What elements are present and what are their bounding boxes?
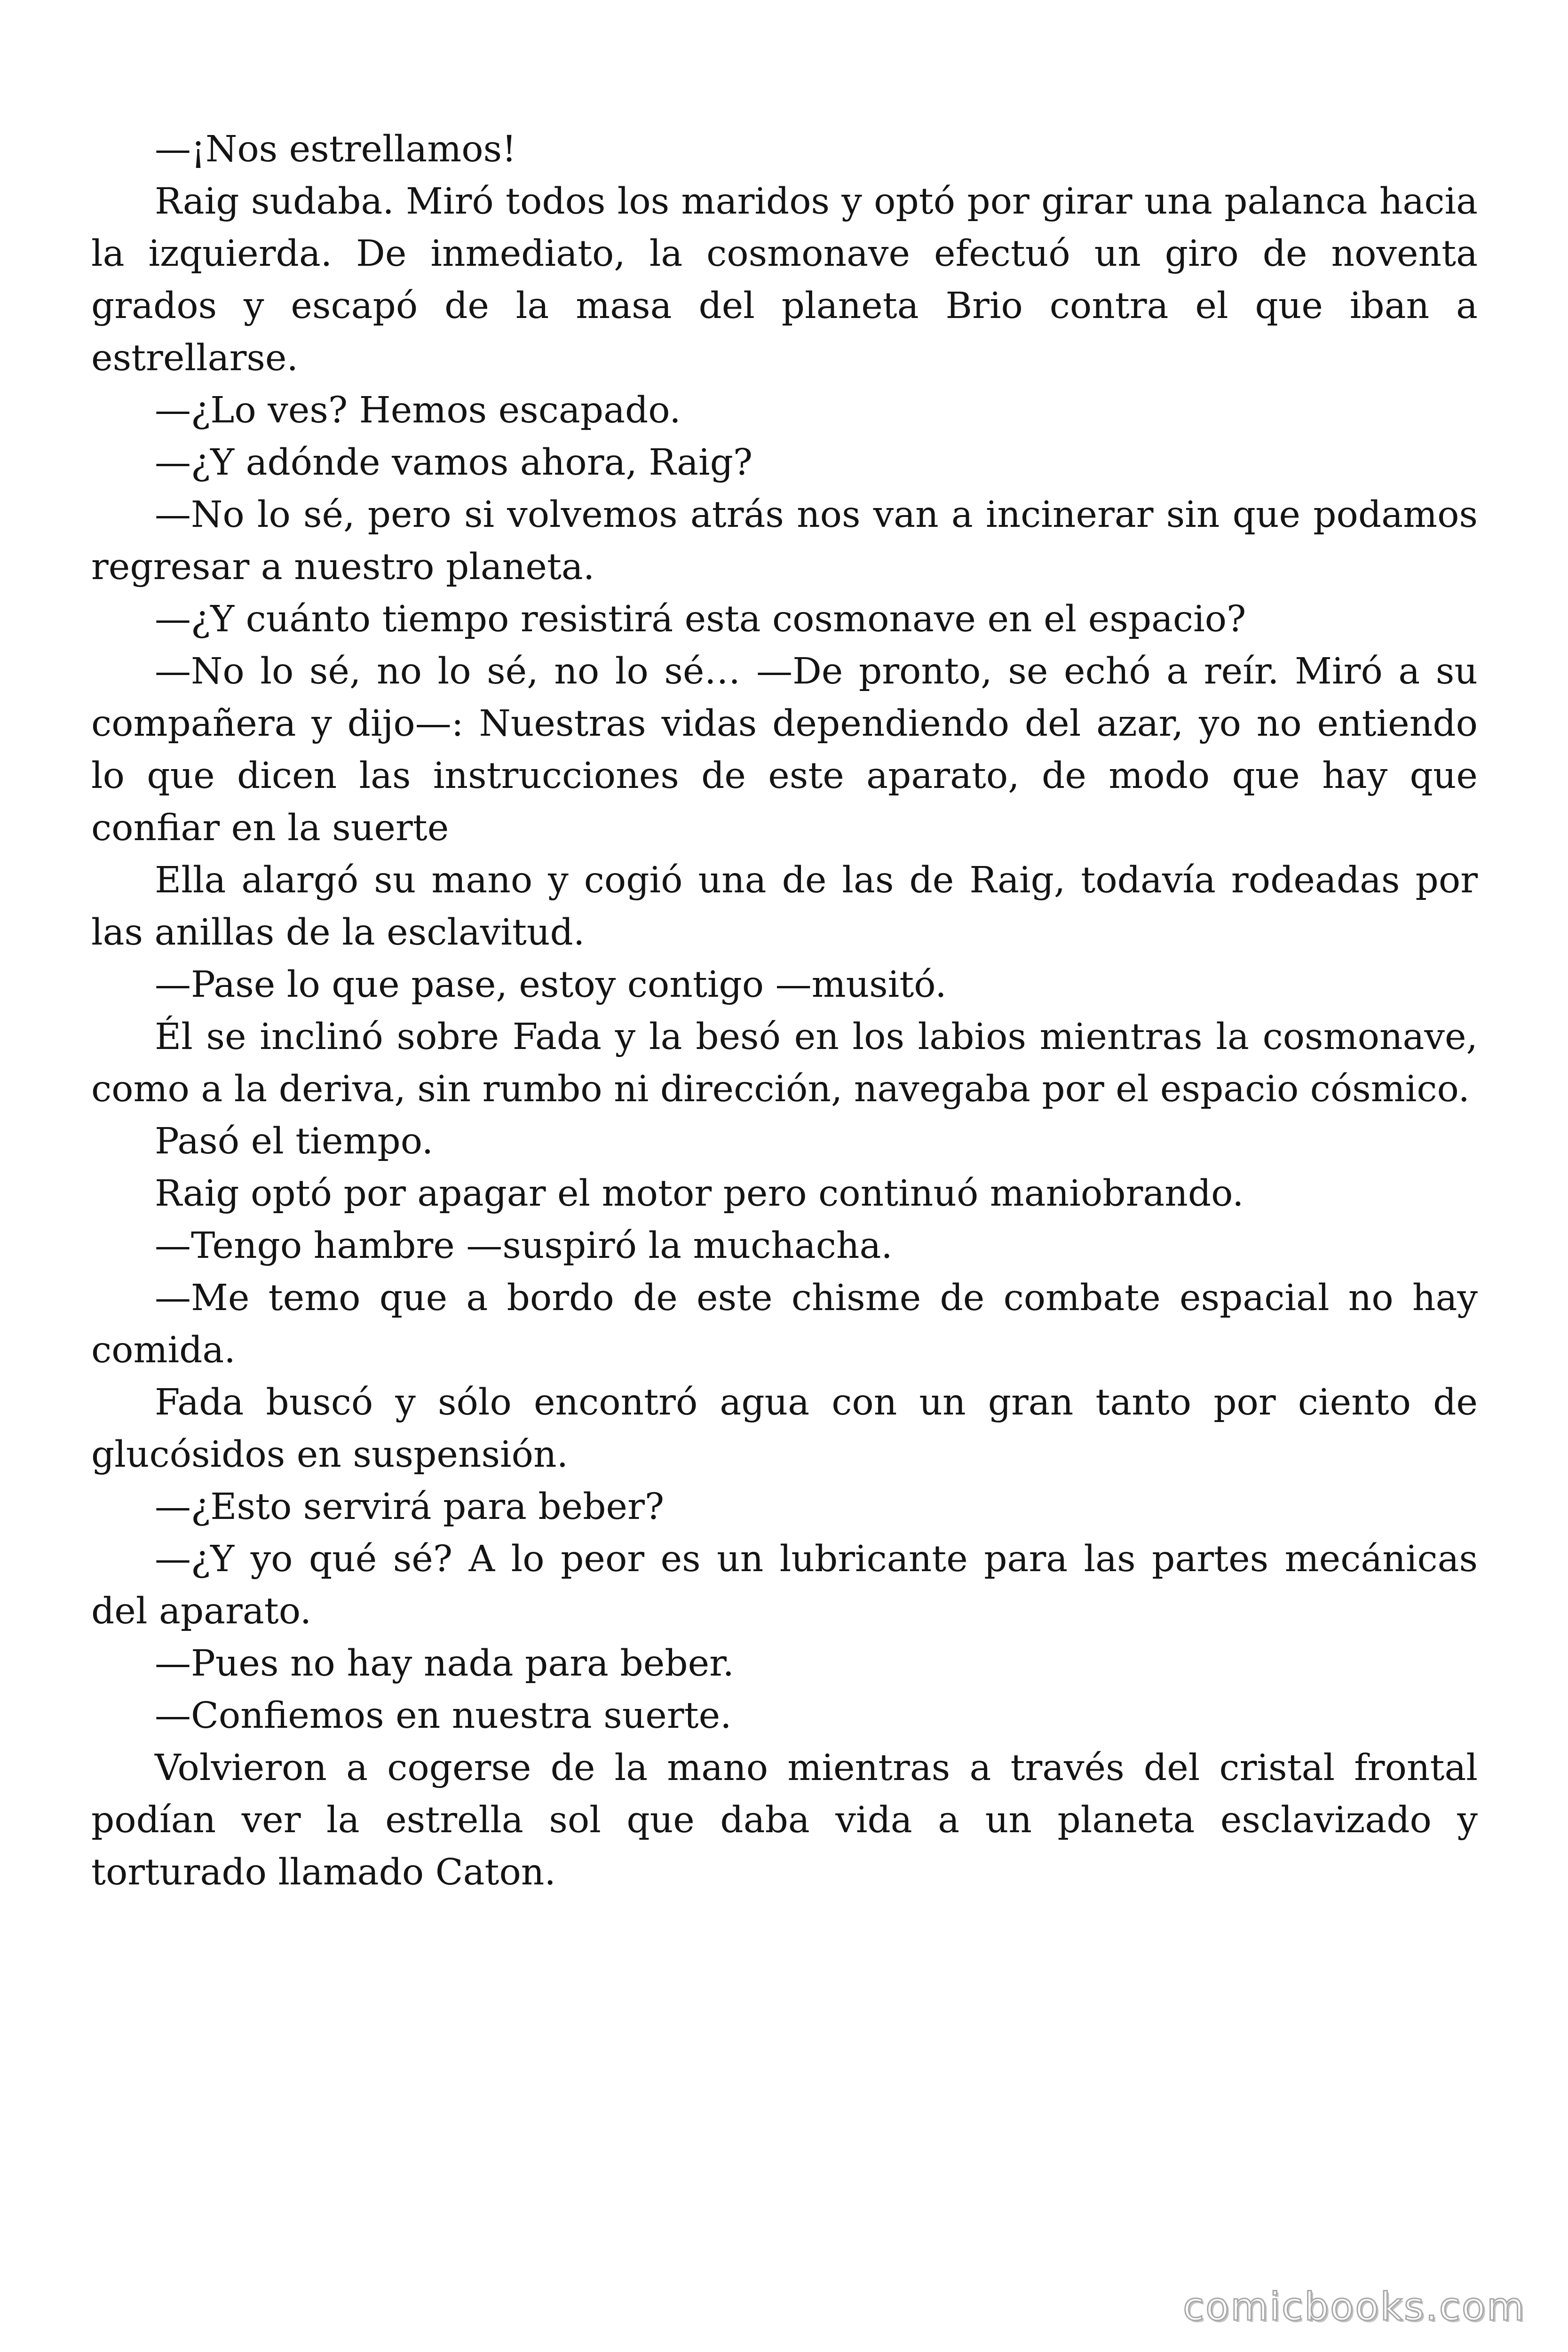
paragraph: —¿Esto servirá para beber? xyxy=(155,1486,665,1528)
paragraph: —Tengo hambre —suspiró la muchacha. xyxy=(155,1225,893,1267)
watermark-logo: comicbooks.com xyxy=(1183,2285,1526,2329)
paragraph: —Me temo que a bordo de este chisme de combate espacial no hay comida. xyxy=(91,1277,1478,1371)
paragraph: —Confiemos en nuestra suerte. xyxy=(155,1695,732,1737)
paragraph: —No lo sé, no lo sé, no lo sé… —De pronto, se echó a reír. Miró a su compañera y dijo—: Nuestras vidas dependiendo del azar, yo no entiendo lo que dicen las instrucciones de este aparato, de modo que hay que confiar en la suerte xyxy=(91,651,1478,849)
paragraph: Raig sudaba. Miró todos los maridos y optó por girar una palanca hacia la izquierda. De inmediato, la cosmonave efectuó un giro de noventa grados y escapó de la masa del planeta Brio contra el que iban a estrellarse. xyxy=(91,181,1478,379)
paragraph: —¡Nos estrellamos! xyxy=(155,128,517,170)
paragraph: —No lo sé, pero si volvemos atrás nos van a incinerar sin que podamos regresar a nuestro planeta. xyxy=(91,494,1478,588)
paragraph: —¿Lo ves? Hemos escapado. xyxy=(155,389,681,431)
paragraph: Fada buscó y sólo encontró agua con un gran tanto por ciento de glucósidos en suspensión. xyxy=(91,1382,1478,1476)
paragraph: Ella alargó su mano y cogió una de las de Raig, todavía rodeadas por las anillas de la esclavitud. xyxy=(91,859,1478,954)
paragraph: Volvieron a cogerse de la mano mientras a través del cristal frontal podían ver la estrella sol que daba vida a un planeta esclavizado y torturado llamado Caton. xyxy=(91,1747,1478,1893)
paragraph: Pasó el tiempo. xyxy=(155,1120,434,1162)
paragraph: Él se inclinó sobre Fada y la besó en los labios mientras la cosmonave, como a la deriva, sin rumbo ni dirección, navegaba por el espacio cósmico. xyxy=(91,1016,1478,1110)
paragraph: —¿Y adónde vamos ahora, Raig? xyxy=(155,442,753,484)
paragraph: Raig optó por apagar el motor pero continuó maniobrando. xyxy=(155,1173,1244,1215)
paragraph: —Pase lo que pase, estoy contigo —musitó. xyxy=(155,964,947,1006)
paragraph: —¿Y yo qué sé? A lo peor es un lubricante para las partes mecánicas del aparato. xyxy=(91,1538,1478,1632)
page-body-text xyxy=(91,123,1478,1899)
paragraph: —¿Y cuánto tiempo resistirá esta cosmonave en el espacio? xyxy=(155,598,1246,640)
paragraph: —Pues no hay nada para beber. xyxy=(155,1643,734,1685)
